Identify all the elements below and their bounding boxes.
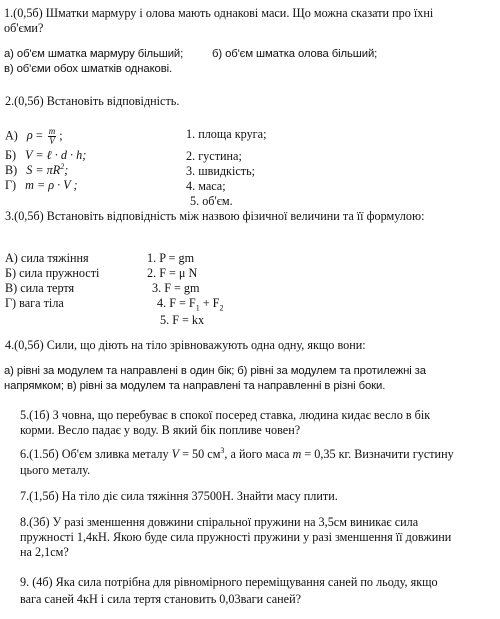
q8-text-line-1: 8.(3б) У разі зменшення довжини спіральної пружини на 3,5см виникає сила — [20, 515, 419, 529]
q2-left-a-numerator: m — [48, 126, 56, 136]
q3-right-1: 1. P = gm — [147, 251, 195, 265]
q3-right-5: 5. F = kx — [160, 313, 205, 327]
q4-text-line-2: напрямком; в) рівні за модулем та направлені та направленні в різні боки. — [4, 380, 386, 392]
q4-title: 4.(0,5б) Сили, що діють на тіло зрівноважують одна одну, якщо вони: — [5, 338, 366, 352]
q2-left-a-var: ρ — [26, 128, 33, 143]
q3-right-3: 3. F = gm — [152, 281, 200, 295]
q6-cube-sup: 3 — [220, 445, 225, 455]
q6-part-4: = 0,35 кг. Визначити густину — [301, 447, 454, 461]
q2-right-1: 1. площа круга; — [186, 127, 267, 141]
q2-left-b — [5, 148, 86, 162]
q5-text-line-1: 5.(1б) З човна, що перебуває в спокої посеред ставка, людина кидає весло в бік — [20, 408, 431, 422]
q3-right-4-main: 4. F = F — [157, 296, 196, 310]
q7-text-line-1: 7.(1,5б) На тіло діє сила тяжіння 37500Н. Знайти масу плити. — [20, 489, 338, 503]
q9-text-line-1: 9. (4б) Яка сила потрібна для рівномірного переміщування саней по льоду, якщо — [20, 575, 438, 589]
q8-text-line-3: на 2,1см? — [20, 545, 69, 559]
q2-left-d — [5, 178, 78, 192]
q2-left-c-label: В) — [5, 163, 18, 177]
q2-right-4: 4. маса; — [186, 179, 226, 193]
q2-left-a-suffix: ; — [59, 128, 63, 143]
q2-right-2: 2. густина; — [186, 149, 242, 163]
q1-text-line-2: об'єми? — [4, 21, 44, 35]
q2-left-a-fraction — [48, 127, 57, 146]
q2-right-3: 3. швидкість; — [186, 164, 256, 178]
q1-option-b: б) об'єм шматка олова більший; — [212, 48, 378, 60]
q6-part-3: , а його маса — [224, 447, 293, 461]
q3-left-b: Б) сила пружності — [5, 266, 100, 280]
q6-mass-symbol: m — [292, 447, 302, 461]
q3-right-4-mid: + F — [199, 296, 220, 310]
q2-left-c-formula-post: ; — [64, 163, 69, 177]
q2-left-c-formula — [26, 163, 68, 177]
q6-text-line-1 — [20, 447, 454, 461]
q2-left-a: А) ρ = $\frac{m}{V}$ ; — [5, 126, 63, 146]
q1-text-line-1: 1.(0,5б) Шматки мармуру і олова мають однакові маси. Що можна сказати про їхні — [4, 6, 434, 20]
q2-left-c-formula-main: S = πR — [26, 163, 61, 177]
q5-text-line-2: корми. Весло падає у воду. В який бік попливе човен? — [20, 423, 301, 437]
q8-text-line-2: пружності 1,4кН. Якою буде сила пружності пружини у разі зменшення її довжини — [20, 530, 452, 544]
q2-left-a-label: А) — [5, 128, 18, 143]
q3-right-4 — [157, 296, 224, 313]
q6-volume-symbol: V — [171, 447, 180, 461]
q2-left-d-formula: m = ρ · V ; — [25, 178, 78, 192]
q3-left-c: В) сила тертя — [5, 281, 75, 295]
q3-title: 3.(0,5б) Встановіть відповідність між назвою фізичної величини та її формулою: — [5, 209, 425, 223]
q3-right-4-sub2: 2 — [219, 303, 224, 313]
q1-option-c: в) об'єми обох шматків однакові. — [4, 63, 173, 75]
q3-right-2: 2. F = μ N — [147, 266, 198, 280]
q6-part-1: 6.(1.5б) Об'єм зливка металу — [20, 447, 172, 461]
q6-part-2: = 50 см — [179, 447, 221, 461]
q2-right-5: 5. об'єм. — [190, 194, 233, 208]
q2-left-c — [5, 163, 68, 177]
q2-left-b-label: Б) — [5, 148, 17, 162]
q2-left-a-denominator: V — [49, 136, 55, 146]
q4-text-line-1: а) рівні за модулем та направлені в один бік; б) рівні за модулем та протилежні за — [4, 365, 426, 377]
q3-left-d: Г) вага тіла — [5, 296, 64, 310]
q9-text-line-2: вага саней 4кН і сила тертя становить 0,03ваги саней? — [20, 592, 302, 606]
q1-option-a: а) об'єм шматка мармуру більший; — [4, 48, 184, 60]
q2-left-b-formula: V = ℓ · d · h; — [25, 148, 87, 162]
q2-title: 2.(0,5б) Встановіть відповідність. — [5, 94, 180, 108]
q6-text-line-2: цього металу. — [20, 463, 91, 477]
q2-left-d-label: Г) — [5, 178, 17, 192]
q3-right-4-sub1: 1 — [195, 303, 200, 313]
q3-left-a: А) сила тяжіння — [5, 251, 89, 265]
q2-left-c-formula-sup: 2 — [60, 161, 65, 171]
